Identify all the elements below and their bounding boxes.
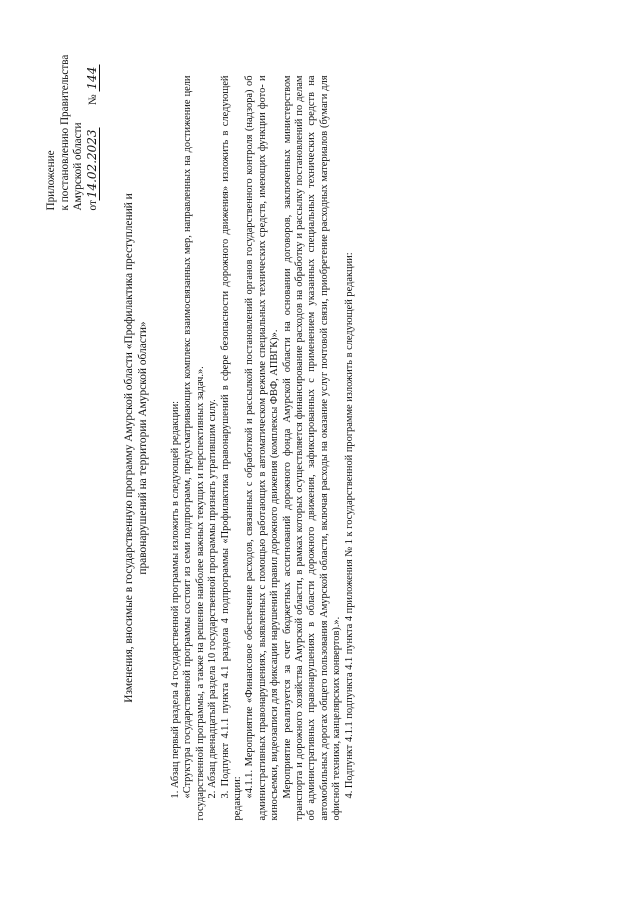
date-prefix: от bbox=[86, 199, 99, 210]
title-line-1: Изменения, вносимые в государственную программу Амурской области «Профилактика преступлений и bbox=[123, 192, 135, 703]
appendix-label: Приложение bbox=[45, 149, 57, 210]
paragraph-2: «Структура государственной программы состоит из семи подпрограмм, предусматривающих комплекс взаимосвязанных мер, направленных на достижение цели государственной программы, а также на решение наиболее важных текущих и перспективных задач.». bbox=[182, 75, 206, 820]
number-prefix: № bbox=[86, 93, 99, 105]
paragraph-6: Мероприятие реализуется за счет бюджетных ассигнований дорожного фонда Амурской области на основании договоров, заключенных министерством транспорта и дорожного хозяйства Амурской области, в рамках которых осуществляется финансирование расходов на обработку и рассылку постановлений по делам об административных правонарушениях в области дорожного движения, зафиксированных с применением указанных специальных технических средств на автомобильных дорогах общего пользования Амурской области, включая расходы на оказание услуг почтовой связи, приобретение расходных материалов (бумаги для офисной техники, канцелярских конвертов).». bbox=[281, 75, 343, 820]
handwritten-date: 14.02.2023 bbox=[84, 128, 99, 198]
paragraph-7: 4. Подпункт 4.1.1 подпункта 4.1 пункта 4 приложения № 1 к государственной программе изложить в следующей редакции: bbox=[343, 251, 355, 798]
appendix-header bbox=[45, 35, 100, 210]
paragraph-3: 2. Абзац двенадцатый раздела 10 государственной программы признать утратившим силу. bbox=[207, 398, 219, 798]
paragraph-4: 3. Подпункт 4.1.1 пункта 4.1 раздела 4 подпрограммы «Профилактика правонарушений в сфере безопасности дорожного движения» изложить в следующей редакции: bbox=[219, 75, 244, 820]
document-body bbox=[45, 54, 605, 820]
document-title bbox=[123, 75, 150, 820]
handwritten-number: 144 bbox=[84, 66, 99, 90]
appendix-decree-ref: к постановлению Правительства bbox=[58, 54, 71, 210]
document-text bbox=[170, 75, 356, 820]
appendix-date-number bbox=[86, 35, 101, 210]
appendix-region: Амурской области bbox=[72, 122, 85, 210]
paragraph-5: «4.1.1. Мероприятие «Финансовое обеспечение расходов, связанных с обработкой и рассылкой постановлений органов государственного контроля (надзора) об административных правонарушениях, выявленных с помощью работающих в автоматическом режиме специальных технических средств, имеющих функции фото- и киносъемки, видеозаписи для фиксации нарушений правил дорожного движения (комплексы ФВФ, АПВГК)». bbox=[244, 75, 281, 820]
paragraph-1: 1. Абзац первый раздела 4 государственной программы изложить в следующей редакции: bbox=[170, 400, 181, 798]
title-line-2: правонарушений на территории Амурской области» bbox=[136, 320, 149, 575]
